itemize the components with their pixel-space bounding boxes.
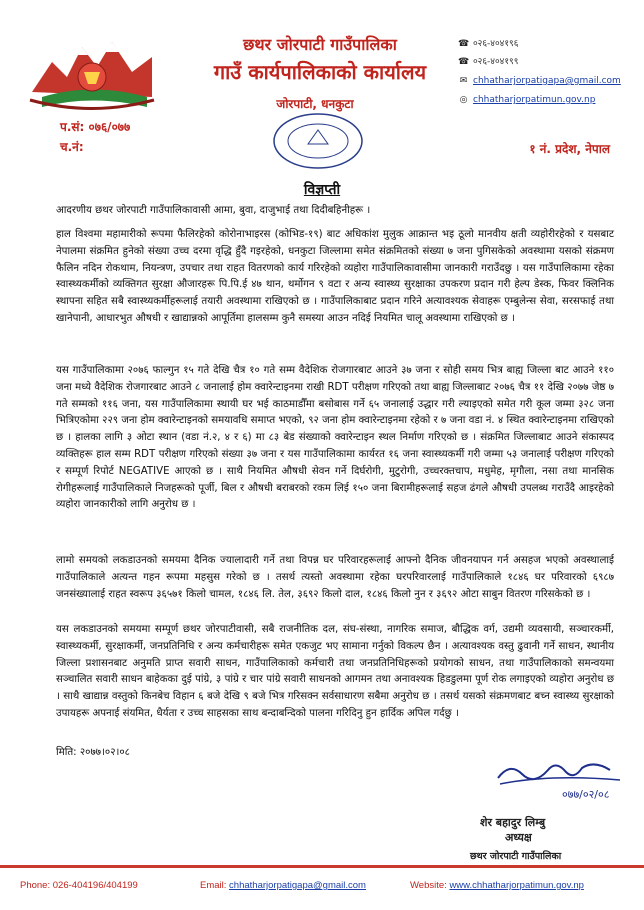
- signer-title: अध्यक्ष: [505, 831, 532, 844]
- footer-phone: Phone: 026-404196/404199: [20, 880, 138, 891]
- footer-website[interactable]: Website: www.chhatharjorpatimun.gov.np: [410, 880, 584, 891]
- handwritten-signature: [470, 740, 630, 820]
- paragraph-2: यस गाउँपालिकामा २०७६ फाल्गुन १५ गते देखि चैत्र १० गते सम्म वैदेशिक रोजगारबाट आउने ३७ जना र सोही समय भित्र बाह्य जिल्ला बाट आउने ११० जना मध्ये वैदेशिक रोजगारबाट आउने ८ जनालाई होम क्वारेन्टाइनमा राखी RDT परीक्षण गरिएको तथा बाह्य जिल्लाबाट २०७६ चैत्र ११ देखि २०७७ जेष्ठ ७ गते सम्मको ११६ जना, यस गाउँपालिकामा स्थायी घर भई काठमाडौँमा बसोबास गर्ने ६५ जनालाई उद्धार गरी ल्याइएको समेत गरी कूल जम्मा ३२८ जना भित्रिएकोमा २२९ जना होम क्वारेन्टाइनको समयावधि समाप्त भएको, ९२ जना होम क्वारेन्टाइनमा रहेको र ७ जना वडा नं. ४ स्थित क्वारेन्टाइनमा राखिएको छ । हालका लागि ३ ओटा स्थान (वडा नं.२, ४ र ६) मा ८३ बेड संख्याको क्वारेन्टाइन स्थल निर्माण गरिएको छ । संक्रमित जिल्लाबाट आउने संकास्पद व्यक्तिहरू हाल सम्म RDT परीक्षण गरिएको संख्या ३७ जना र यस गाउँपालिकामा कार्यरत १६ जना स्वास्थ्यकर्मी गरी जम्मा ५३ जनालाई परीक्षण गरिएको र सम्पूर्ण रिपोर्ट NEGATIVE आएको छ । साथै नियमित औषधी सेवन गर्ने दिर्घरोगी, मुटुरोगी, उच्चरक्तचाप, मधुमेह, मृगौला, नसा तथा मानसिक रोगीहरूलाई गाउँपालिकाले निजहरूको पूर्जी, बिल र औषधी बराबरको रकम लिई १५० जना बिरामीहरूलाई सहज ढंगले औषधी उपलब्ध गराउँदै आइरहेको व्यहोरा जानकारीको लागि अनुरोध छ ।: [56, 365, 614, 511]
- email-contact[interactable]: ✉ chhatharjorpatigapa@gmail.com: [459, 76, 621, 86]
- signer-name: शेर बहादुर लिम्बु: [480, 816, 546, 829]
- website-contact[interactable]: ◎ chhatharjorpatimun.gov.np: [459, 95, 596, 105]
- reference-number: प.सं: ०७६/०७७: [60, 120, 131, 134]
- footer-divider: [0, 865, 644, 868]
- salutation: आदरणीय छथर जोरपाटी गाउँपालिकावासी आमा, बुवा, दाजुभाई तथा दिदीबहिनीहरू ।: [56, 205, 371, 216]
- phone-2: ☎ ०२६-४०४१९९: [458, 57, 519, 67]
- province-label: १ नं. प्रदेश, नेपाल: [529, 142, 610, 156]
- globe-icon: ◎: [459, 95, 468, 105]
- municipality-name: छथर जोरपाटी गाउँपालिका: [243, 35, 397, 54]
- signature-date: ०७७/०२/०८: [562, 788, 610, 801]
- dispatch-number: च.नं:: [60, 140, 84, 154]
- email-icon: ✉: [459, 76, 468, 86]
- paragraph-1: हाल विश्वमा महामारीको रूपमा फैलिरहेको कोरोनाभाइरस (कोभिड-१९) बाट अधिकांश मुलुक आक्रान्त भइ ठूलो मानवीय क्षती व्यहोरीरहेको र यसबाट नेपालमा संक्रमित हुनेको संख्या उच्च दरमा वृद्धि हुँदै गइरहेको, धनकुटा जिल्लामा समेत संक्रमितको संख्या ७ जना पुगिसकेको अवस्थामा यसको संक्रमण फैलिन नदिन रोकथाम, नियन्त्रण, उपचार तथा राहत वितरणको कार्य गरिरहेको व्यहोरा गाउँपालिकावासीमा जानकारी गराउँदछु । यस गाउँपालिकामा रहेका स्वास्थ्यकर्मीको व्यक्तिगत सुरक्षा औजारहरू पि.पि.ई ४७ थान, थर्मोगन ९ वटा र अन्य स्वास्थ्य सुरक्षाका उपकरण प्रदान गरी हेल्प डेस्क, फिवर क्लिनिक स्थापना सहित सबै स्वास्थ्यकर्मीहरूलाई तयारी अवस्थामा राखिएको छ । गाउँपालिकाबाट प्रदान गरिने अत्यावश्यक सेवाहरू एम्बुलेन्स सेवा, सरसफाई तथा खानेपानी, आधारभुत औषधी र खाद्यान्नको आपूर्तिमा हालसम्म कुनै समस्या आउन नदिई नियमित चालू अवस्थामा राखिएको छ ।: [56, 229, 614, 324]
- footer-email[interactable]: Email: chhatharjorpatigapa@gmail.com: [200, 880, 366, 891]
- nepal-emblem-logo: [22, 22, 162, 112]
- office-name: गाउँ कार्यपालिकाको कार्यालय: [213, 60, 427, 84]
- official-seal: [270, 112, 366, 170]
- phone-icon: ☎: [458, 39, 470, 49]
- phone-icon: ☎: [458, 57, 470, 67]
- notice-date: मिति: २०७७।०२।०८: [56, 747, 130, 758]
- notice-title: विज्ञप्ती: [303, 182, 341, 198]
- signer-organization: छथर जोरपाटी गाउँपालिका: [470, 851, 562, 862]
- phone-1: ☎ ०२६-४०४१९६: [458, 39, 519, 49]
- paragraph-4: यस लकडाउनको समयमा सम्पूर्ण छथर जोरपाटीवासी, सबै राजनीतिक दल, संघ-संस्था, नागरिक समाज, बौद्धिक वर्ग, उद्यमी व्यवसायी, सञ्चारकर्मी, स्वास्थ्यकर्मी, सुरक्षाकर्मी, जनप्रतिनिधि र अन्य कर्मचारीहरू समेत एकजुट भए सामाना गर्नुको विकल्प छैन । अत्यावश्यक वस्तु ढुवानी गर्ने साधन, स्थानीय जिल्ला प्रशासनबाट अनुमति प्राप्त सवारी साधन, गाउँपालिकाको कर्मचारी तथा जनप्रतिनिधिहरूको प्रयोगको साधन, तथा गाउँपालिकाको समन्वयमा सञ्चालित सवारी साधन बाहेकका दुई पांग्रे, ३ पांग्रे र चार पांग्रे सवारी साधनको आगमन तथा अनावश्यक हिडडुलमा पूर्ण रोक लगाइएको व्यहोरा अनुरोध छ । साथै खाद्यान्न वस्तुको किनबेच विहान ६ बजे देखि ९ बजे भित्र गरिसक्न सर्वसाधारण सबैमा अनुरोध छ । तसर्थ यसको संक्रमणबाट बच्न स्वास्थ्य सुरक्षाको उपायहरू अपनाई संयमित, धैर्यता र उच्च साहसका साथ बन्दाबन्दिको पालना गरिदिनु हुन हार्दिक अपिल गर्दछु ।: [56, 624, 614, 719]
- office-location: जोरपाटी, धनकुटा: [276, 97, 354, 111]
- paragraph-3: लामो समयको लकडाउनको समयमा दैनिक ज्यालादारी गर्ने तथा विपन्न घर परिवारहरूलाई आफ्नो दैनिक जीवनयापन गर्न असहज भएको अवस्थालाई गाउँपालिकाले अत्यन्त गहन रूपमा महसुस गरेको छ । तसर्थ त्यस्तो अवस्थामा रहेका घरपरिवारलाई गाउँपालिकाले १८४६ घर परिवारको ६९८७ जनसंख्यालाई राहत स्वरूप ३६५७१ किलो चामल, १८४६ लि. तेल, ३६९२ किलो दाल, १८४६ किलो नुन र ३६९२ ओटा साबुन वितरण गरिसकेको छ ।: [56, 555, 614, 600]
